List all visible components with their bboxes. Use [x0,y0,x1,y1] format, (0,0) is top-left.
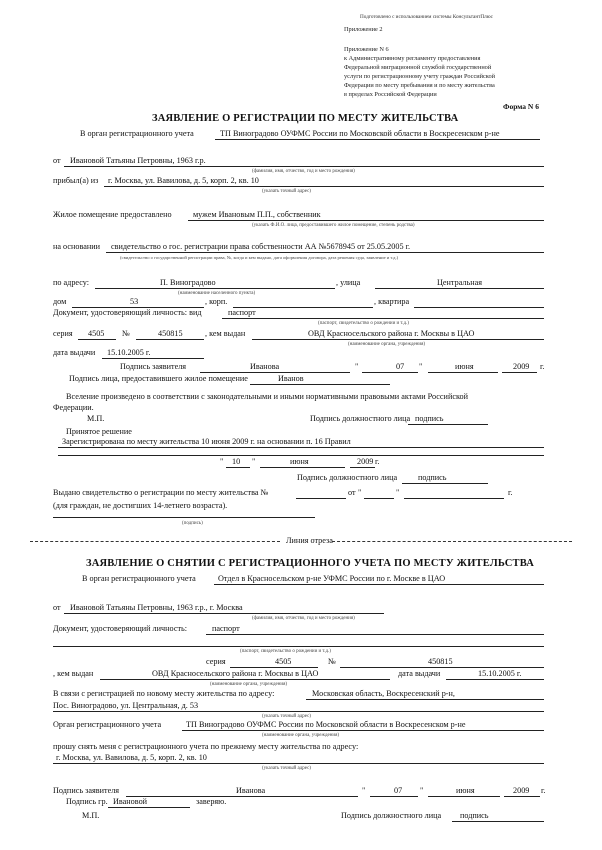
form1-street-value: Центральная [437,278,483,287]
form-number: Форма N 6 [503,102,539,111]
form1-cert-note: (для граждан, не достигших 14-летнего возраста). [53,501,228,510]
form2-organ-value: Отдел в Красносельском р-не УФМС России по г. Москве в ЦАО [218,574,446,583]
form2-from-hint: (фамилия, имя, отчество, год и место рождения) [252,616,355,621]
form2-organ2-hint: (наименование органа, учреждения) [262,733,340,738]
form1-housing-hint: (указать Ф.И.О. лица, предоставившего жилое помещение, степень родства) [252,223,415,228]
form1-cert-hint: (подпись) [182,521,203,526]
form2-citizen-sig-value: Ивановой [113,797,148,806]
form1-applicant-sig-label: Подпись заявителя [120,362,187,371]
form2-g: г. [541,786,546,795]
form1-housing-label: Жилое помещение предоставлено [53,210,172,219]
reglament-line-4: Федерации по месту пребывания и по месту жительства [344,82,495,89]
form2-month: июня [456,786,475,795]
form1-issued-label: , кем выдан [205,329,246,338]
reglament-line-3: услуги по регистрационному учету граждан Российской [344,73,496,80]
form2-organ2-label: Орган регистрационного учета [53,720,162,729]
form1-basis-hint: (свидетельство о государственной регистрации права, №, когда и кем выдано, дата оформления договора, дата решения суда, заявление и т.д.) [120,255,399,260]
form2-from-value: Ивановой Татьяны Петровны, 1963 г.р., г. Москва [70,603,243,612]
form2-new-addr-label: В связи с регистрацией по новому месту жительства по адресу: [53,689,275,698]
form1-corp-label: , корп. [205,297,228,306]
form2-issue-date-value: 15.10.2005 г. [478,669,522,678]
form1-organ-label: В орган регистрационного учета [80,129,194,138]
form1-decision-month: июня [290,457,309,466]
form2-doc-value: паспорт [212,624,240,633]
form1-doc-hint: (паспорт, свидетельство о рождении и т.д.) [318,321,409,326]
form1-series-value: 4505 [88,329,105,338]
form2-no-value: 450815 [428,657,453,666]
form1-legal-text-1: Вселение произведено в соответствии с законодательными и иными нормативными правовыми актами Российской [66,392,468,401]
form2-official-sig-value: подпись [460,811,489,820]
appendix-2: Приложение 2 [344,26,383,33]
form1-house-label: дом [53,297,67,306]
form1-street-label: , улица [336,278,361,287]
form1-issue-date-value: 15.10.2005 г. [107,348,151,357]
form1-arrived-label: прибыл(а) из [53,176,99,185]
form1-address-label: по адресу: [53,278,90,287]
form1-month: июня [455,362,474,371]
form2-no-label: № [328,657,336,666]
form2-issue-date-label: дата выдачи [398,669,441,678]
form1-no-label: № [122,329,130,338]
form1-flat-label: , квартира [374,297,410,306]
form2-day: 07 [394,786,403,795]
form1-basis-value: свидетельство о гос. регистрации права собственности АА №5678945 от 25.05.2005 г. [111,242,411,251]
form1-from-hint: (фамилия, имя, отчество, год и место рождения) [252,169,355,174]
reglament-line-5: в пределах Российской Федерации [344,91,437,98]
form1-issued-value: ОВД Красносельского района г. Москвы в ЦАО [308,329,475,338]
form2-issued-hint: (наименование органа, учреждения) [210,682,288,687]
form1-official-sig-value: подпись [415,414,444,423]
form2-citizen-sig-label: Подпись гр. [66,797,108,806]
form1-applicant-sig-value: Иванова [250,362,280,371]
form2-series-value: 4505 [275,657,292,666]
reglament-line-2: Федеральной миграционной службой государственной [344,64,492,71]
form1-arrived-value: г. Москва, ул. Вавилова, д. 5, корп. 2, кв. 10 [108,176,259,185]
cut-line-label: Линия отреза [286,536,333,545]
cut-line-right [332,541,572,542]
form2-issued-value: ОВД Красносельского района г. Москвы в ЦАО [152,669,319,678]
form1-issued-hint: (наименование органа, учреждения) [348,342,426,347]
form2-applicant-sig-label: Подпись заявителя [53,786,120,795]
reglament-line-1: к Административному регламенту предоставления [344,55,481,62]
form1-no-value: 450815 [158,329,183,338]
form2-doc-hint: (паспорт, свидетельство о рождении и т.д.) [240,649,331,654]
form1-day: 07 [396,362,405,371]
form1-basis-label: на основании [53,242,101,251]
form1-year: 2009 [513,362,530,371]
form1-decision-value: Зарегистрирована по месту жительства 10 июня 2009 г. на основании п. 16 Правил [62,437,351,446]
consultant-note: Подготовлено с использованием системы КонсультантПлюс [360,14,493,20]
form2-request-value: г. Москва, ул. Вавилова, д. 5, корп. 2, кв. 10 [56,753,207,762]
form2-request-hint: (указать точный адрес) [262,766,311,771]
cut-line-left [30,541,280,542]
form1-doc-label: Документ, удостоверяющий личность: вид [53,308,202,317]
form2-new-addr-value: Московская область, Воскресенский р-н, [312,689,455,698]
form1-legal-text-2: Федерации. [53,403,94,412]
form1-title: ЗАЯВЛЕНИЕ О РЕГИСТРАЦИИ ПО МЕСТУ ЖИТЕЛЬСТВА [152,113,459,124]
form1-address-locality: П. Виноградово [160,278,216,287]
form2-request-label: прошу снять меня с регистрационного учета по прежнему месту жительства по адресу: [53,742,359,751]
form1-decision-label: Принятое решение [66,427,132,436]
form1-series-label: серия [53,329,73,338]
form2-issued-label: , кем выдан [53,669,94,678]
form2-from-label: от [53,603,61,612]
form1-cert-g: г. [508,488,513,497]
form1-organ-value: ТП Виноградово ОУФМС России по Московской области в Воскресенском р-не [220,129,500,138]
form1-housing-value: мужем Ивановым П.П., собственник [193,210,321,219]
form1-issue-date-label: дата выдачи [53,348,96,357]
form1-locality-hint: (наименование населенного пункта) [178,291,256,296]
form2-new-addr-value2: Пос. Виноградово, ул. Центральная, д. 53 [53,701,199,710]
form1-decision-day: 10 [232,457,241,466]
form2-organ2-value: ТП Виноградово ОУФМС России по Московской области в Воскресенском р-не [186,720,466,729]
form1-decision-year: 2009 [357,457,374,466]
form2-official-sig-label: Подпись должностного лица [341,811,442,820]
form2-series-label: серия [206,657,226,666]
form1-provider-sig-label: Подпись лица, предоставившего жилое помещение [69,374,248,383]
form2-certify: заверяю. [196,797,227,806]
form1-cert-from: от [348,488,356,497]
appendix-6: Приложение N 6 [344,46,389,53]
form1-mp: М.П. [87,414,105,423]
form1-decision-g: г. [375,457,380,466]
form1-from-label: от [53,156,61,165]
form1-official-sig2-value: подпись [418,473,447,482]
form2-year: 2009 [513,786,530,795]
form1-g: г. [540,362,545,371]
form1-provider-sig-value: Иванов [278,374,304,383]
form1-house-value: 53 [130,297,139,306]
form2-applicant-sig-value: Иванова [236,786,266,795]
form1-arrived-hint: (указать точный адрес) [262,189,311,194]
form2-organ-label: В орган регистрационного учета [82,574,196,583]
form2-new-addr-hint: (указать точный адрес) [262,714,311,719]
form1-official-sig2-label: Подпись должностного лица [297,473,398,482]
form2-mp: М.П. [82,811,100,820]
form1-doc-value: паспорт [228,308,256,317]
form1-official-sig-label: Подпись должностного лица [310,414,411,423]
form2-title: ЗАЯВЛЕНИЕ О СНЯТИИ С РЕГИСТРАЦИОННОГО УЧЕТА ПО МЕСТУ ЖИТЕЛЬСТВА [86,558,535,569]
form1-cert-label: Выдано свидетельство о регистрации по месту жительства № [53,488,269,497]
form1-from-value: Ивановой Татьяны Петровны, 1963 г.р. [70,156,206,165]
form2-doc-label: Документ, удостоверяющий личность: [53,624,188,633]
